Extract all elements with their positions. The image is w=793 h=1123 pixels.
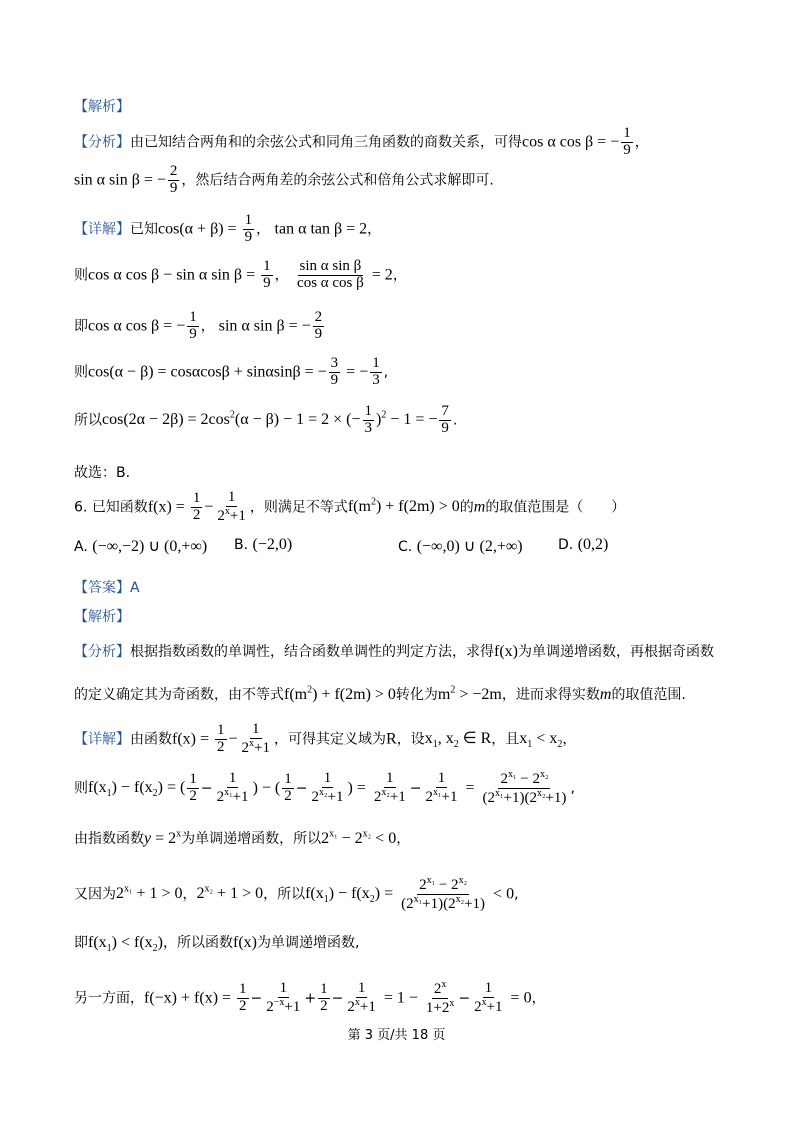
xiangjie-tag: 【详解】 [74,221,130,238]
fenxi-line-3 [74,641,714,661]
lt-zero: < 0 [489,885,515,903]
ze-line-1: 则cos α cos β − sin α sin β = $\frac{1}{9}$ ， $\frac{\text{sin α sin β}}{\text{cos α cos β}}$ = 2， [74,258,407,291]
fenxi-text: 由已知结合两角和的余弦公式和同角三角函数的商数关系，可得 [130,134,522,151]
formula-2x2-plus-1: $2^{x_2} + 1 > 0$ [196,883,264,903]
fraction-2-9: $\frac{2}{9}$ [314,309,323,342]
question-number: 6. [74,499,88,516]
fraction-2-9: $\frac{2}{9}$ [169,163,178,196]
youyin-text: 所以 [277,886,306,903]
fraction-1-9: $\frac{1}{9}$ [189,309,197,342]
ji-label: 即 [74,318,88,335]
formula-sin-product: sin α sin β = − [74,171,166,189]
ji-line-2 [74,932,359,954]
ze-label: 则 [74,780,88,797]
formula-odd-check: f(−x) + f(x) = [144,989,236,1007]
fenxi-tag: 【分析】 [74,644,130,660]
fraction-1-9: $\frac{1}{9}$ [263,258,271,291]
formula-sin-product: sin α sin β = − [214,317,311,335]
fenxi-text: 为单调递增函数，再根据奇函数 [517,644,714,660]
formula-fx: f(x) [233,934,257,951]
formula-paren: ) − ( [252,779,281,797]
xiangjie-text: ，可得其定义域为 [274,731,387,748]
formula-cos-sum: cos(α + β) = [158,220,241,238]
zhishu-line: 由指数函数$y = 2^x$为单调递增函数，所以$2^{x_1} - 2^{x_2} < 0$， [74,828,411,847]
page-footer: 第 3 页/共 18 页 [347,1028,446,1043]
xiangjie-text: ，且 [491,731,520,748]
fraction-1-2: $\frac{1}{2}$ [239,981,247,1014]
fraction-1-2: $\frac{1}{2}$ [320,981,328,1014]
formula-diff-lhs: $f(x_1) - f(x_2)$ = ( [88,779,186,800]
formula-double-angle-end: )$^2$ − 1 = − [376,409,438,429]
option-value: (0,2) [577,536,609,553]
suoyi-label: 所以 [74,412,102,429]
ze-line-3: 则$f(x_1) - f(x_2)$ = ( $\frac{1}{2}$ − $\frac{1}{2^{x_1}+1}$ ) − ( $\frac{1}{2}$ − $\frac{1}{2^{x_2}+1}$ ) = $\frac{1}{2^{x_2}+1}$ − $\frac{1}{2^{x_1}+1}$ = $\frac{2^{x_1} - 2^{x_2}}{(2^{x_1}+1)(2^{x_2}+1)}$ , [74,769,575,806]
suoyi-line: 所以$\cos(2\alpha - 2\beta) = 2\cos^2(\alpha - \beta) - 1 = 2$ × (− $\frac{1}{3}$ )$^2$ − 1 = − $\frac{7}{9}$ . [74,403,458,436]
question-text: 的 [459,499,474,516]
fraction-1-over-2negx: $\frac{1}{2^{-x}+1}$ [266,980,301,1015]
lingyi-text: 另一方面， [74,990,144,1007]
option-value: (−∞,−2) ∪ (0,+∞) [92,538,208,555]
fraction-1-over-2x: $\frac{1}{2^x+1}$ [217,489,246,524]
fenxi-text: 转化为 [395,687,438,703]
formula-inequality: $f(m^2) + f(2m) > 0$ [284,684,396,703]
fenxi-text: 根据指数函数的单调性，结合函数单调性的判定方法，求得 [130,644,494,660]
fraction-1-over-2x: $\frac{1}{2^x+1}$ [241,721,271,756]
fenxi-text: 的取值范围. [611,687,686,703]
formula-y-eq-2x: $y = 2^x$ [144,828,182,847]
formula-2x1-minus-2x2: $2^{x_1} - 2^{x_2} < 0$ [321,828,397,847]
minus-sign: − [204,498,214,516]
xiangjie-text: 已知 [130,221,158,238]
formula-double-angle: $\cos(2\alpha - 2\beta) = 2\cos^2(\alpha - \beta) - 1 = 2$ × (− [102,409,361,429]
option-a[interactable] [74,536,207,556]
fraction-1-over-2x1: $\frac{1}{2^{x_1}+1}$ [425,770,458,805]
xiangjie-line-2: 【详解】由函数f(x) = $\frac{1}{2}$ − $\frac{1}{2^x+1}$ ，可得其定义域为R，设$x_1$, $x_2$ ∈ R，且$x_1 < x_2$， [74,721,577,756]
formula-x1-lt-x2: $x_1 < x_2$ [519,730,563,751]
formula-cos-product: cos α cos β = − [88,317,186,335]
fraction-2x-over-1plus2x: $\frac{2^x}{1+2^x}$ [425,979,455,1016]
option-value: (−∞,0) ∪ (2,+∞) [416,538,523,555]
question-text: 的取值范围是（ ） [485,499,626,516]
xiangjie-text: 由函数 [130,731,172,748]
question-6 [74,490,625,525]
fraction-diff-result: $\frac{2^{x_1} - 2^{x_2}}{(2^{x_1}+1)(2^{x_2}+1)}$ [482,769,567,806]
option-label: D. [558,537,574,553]
fraction-1-9: $\frac{1}{9}$ [244,212,253,245]
fenxi-line-2 [74,164,494,197]
zhishu-text: 由指数函数 [74,831,144,847]
formula-2x1-plus-1: $2^{x_1} + 1 > 0$ [116,883,183,903]
formula-inequality: $f(m^2) + f(2m) > 0$ [347,496,460,516]
equals-zero: = 0 [506,989,532,1007]
fraction-1-3: $\frac{1}{3}$ [372,355,380,388]
fraction-7-9: $\frac{7}{9}$ [441,403,449,436]
formula-cos-product: cos α cos β = − [522,133,620,151]
fenxi-text: ，进而求得实数 [501,687,600,703]
set-R: R [386,730,397,748]
formula-fx1-lt-fx2: $f(x_1) < f(x_2)$ [88,934,163,955]
equals-2: = 2 [367,266,393,284]
fraction-1-9: $\frac{1}{9}$ [623,125,631,158]
fraction-3-9: $\frac{3}{9}$ [330,355,339,388]
answer-choice: 故选：B. [74,465,131,481]
question-text: 已知函数 [91,499,148,516]
zhishu-text: 为单调递增函数，所以 [181,831,322,847]
fenxi-tag: 【分析】 [74,134,130,151]
option-b[interactable] [234,536,292,554]
fraction-1-2: $\frac{1}{2}$ [284,771,292,804]
youyin-line: 又因为$2^{x_1} + 1 > 0$，$2^{x_2} + 1 > 0$，所以$f(x_1) - f(x_2)$ = $\frac{2^{x_1} - 2^{x_2}}{(2^{x_1}+1)(2^{x_2}+1)}$ < 0, [74,875,519,912]
option-label: C. [398,539,413,555]
fraction-diff-result: $\frac{2^{x_1} - 2^{x_2}}{(2^{x_1}+1)(2^{x_2}+1)}$ [401,875,486,912]
ze-label: 则 [74,364,88,381]
ji-text: 即 [74,935,88,951]
fenxi-line-1: 【分析】由已知结合两角和的余弦公式和同角三角函数的商数关系，可得cos α cos β = − $\frac{1}{9}$ ， [74,125,649,158]
option-value: (−2,0) [252,536,293,553]
variable-m: m [599,686,612,703]
formula-function: f(x) = [172,730,214,748]
fraction-1-2: $\frac{1}{2}$ [189,771,197,804]
xiangjie-tag: 【详解】 [74,731,130,748]
formula-fx: f(x) [494,643,518,660]
equals-sign: = [461,779,479,797]
formula-cos-alpha-minus-beta: cos(α − β) = cosαcosβ + sinαsinβ = − [88,363,327,381]
ji-text: ，所以函数 [163,935,233,951]
formula-function: f(x) = [147,498,189,516]
formula-diff-lhs: $f(x_1) - f(x_2)$ = [305,885,398,906]
formula-cos-diff: cos α cos β − sin α sin β = [88,266,260,284]
option-c[interactable] [398,536,523,556]
fraction-sin-over-cos: $\frac{\text{sin α sin β}}{\text{cos α cos β}}$ [297,258,364,291]
formula-paren: ) = [347,779,370,797]
fraction-1-over-2x1: $\frac{1}{2^{x_1}+1}$ [216,770,249,805]
formula-x1-x2-in-R: $x_1$, $x_2$ ∈ R [424,730,492,751]
fraction-1-3: $\frac{1}{3}$ [364,403,373,436]
fraction-1-over-2x2: $\frac{1}{2^{x_2}+1}$ [311,770,344,805]
fenxi-text-2: ，然后结合两角差的余弦公式和倍角公式求解即可. [181,172,494,189]
fraction-1-over-2x: $\frac{1}{2^x+1}$ [474,980,503,1015]
jiexi-heading-1: 【解析】 [74,99,130,115]
minus-sign: − [228,730,238,748]
variable-m: m [473,498,486,516]
fraction-1-2: $\frac{1}{2}$ [217,722,225,755]
xiangjie-text: ，设 [396,731,425,748]
ji-line-1: 即cos α cos β = − $\frac{1}{9}$ ， sin α sin β = − $\frac{2}{9}$ [74,309,323,342]
lingyi-line: 另一方面，f(−x) + f(x) = $\frac{1}{2}$ − $\frac{1}{2^{-x}+1}$ + $\frac{1}{2}$ − $\frac{1}{2^x+1}$ = 1 − $\frac{2^x}{1+2^x}$ − $\frac{1}{2^x+1}$ = 0， [74,979,546,1016]
ze-label: 则 [74,267,88,284]
formula-tan-product: tan α tan β = 2 [274,220,368,238]
ji-text: 为单调递增函数, [256,935,360,951]
fenxi-text: 的定义确定其为奇函数，由不等式 [74,687,284,703]
question-text: ，则满足不等式 [249,499,348,516]
fraction-1-2: $\frac{1}{2}$ [192,490,201,523]
answer-heading: 【答案】A [74,580,140,596]
option-label: B. [234,537,249,553]
jiexi-heading-2: 【解析】 [74,609,130,625]
option-d[interactable] [558,536,608,554]
xiangjie-line-1: 【详解】已知cos(α + β) = $\frac{1}{9}$ ， tan α tan β = 2， [74,212,382,245]
option-label: A. [74,539,88,555]
ze-line-2: 则cos(α − β) = cosαcosβ + sinαsinβ = − $\frac{3}{9}$ = − $\frac{1}{3}$ , [74,355,389,388]
youyin-text: 又因为 [74,886,116,903]
fraction-1-over-2x2: $\frac{1}{2^{x_2}+1}$ [373,770,406,805]
equals-sign: = − [342,363,369,381]
formula-m2-gt-neg2m: $m^2 > -2m$ [437,684,502,703]
fraction-1-over-2x: $\frac{1}{2^x+1}$ [347,980,376,1015]
fenxi-line-4 [74,684,686,704]
equals-one-minus: = 1 − [379,989,422,1007]
